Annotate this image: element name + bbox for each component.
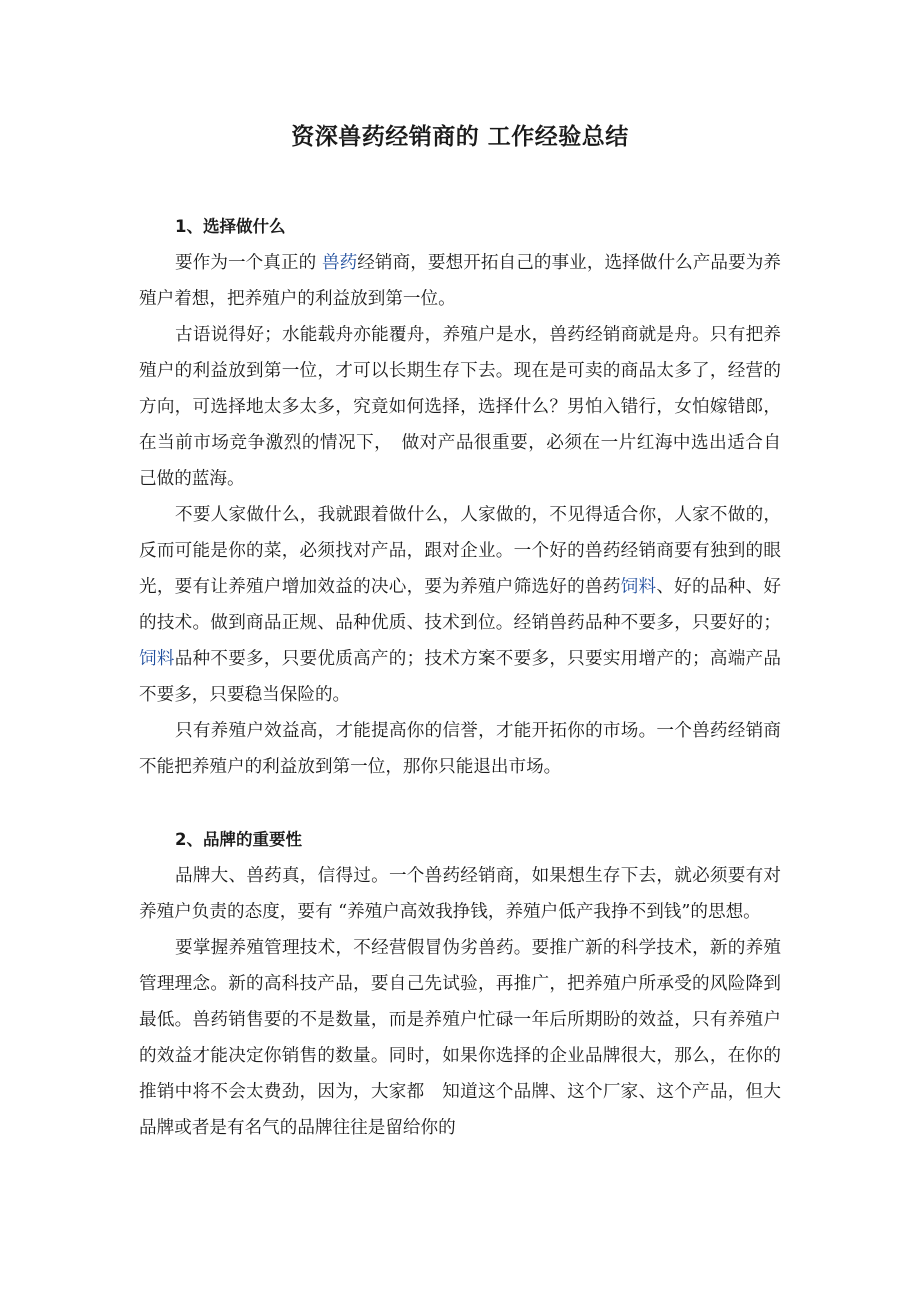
paragraph	[139, 858, 781, 930]
paragraph	[139, 317, 781, 497]
document-title: 资深兽药经销商的 工作经验总结	[291, 124, 629, 150]
paragraph-text: 品牌大、兽药真，信得过。一个兽药经销商，如果想生存下去，就必须要有对养殖户负责的态度，要有 “养殖户高效我挣钱，养殖户低产我挣不到钱”的思想。	[139, 866, 781, 922]
paragraph-text: 只有养殖户效益高，才能提高你的信誉，才能开拓你的市场。一个兽药经销商不能把养殖户的利益放到第一位，那你只能退出市场。	[139, 721, 781, 777]
paragraph	[139, 245, 781, 317]
paragraph-text: 古语说得好；水能载舟亦能覆舟，养殖户是水，兽药经销商就是舟。只有把养殖户的利益放到第一位，才可以长期生存下去。现在是可卖的商品太多了，经营的方向，可选择地太多太多，究竟如何选择，选择什么？男怕入错行，女怕嫁错郎，在当前市场竞争激烈的情况下， 做对产品很重要，必须在一片红海中选出适合自己做的蓝海。	[139, 325, 781, 489]
feed-link[interactable]: 饲料	[139, 649, 175, 669]
paragraph	[139, 713, 781, 785]
paragraph-text: 经销商，要想开拓自己的事业，选择做什么产品要为养殖户着想，把养殖户的利益放到第一位。	[139, 253, 781, 309]
section-choose-what-to-do	[139, 209, 781, 785]
section-heading: 2、品牌的重要性	[175, 830, 302, 849]
paragraph	[139, 930, 781, 1146]
paragraph-text: 品种不要多，只要优质高产的；技术方案不要多，只要实用增产的；高端产品不要多，只要稳当保险的。	[139, 649, 781, 705]
paragraph-text: 要作为一个真正的	[175, 253, 322, 273]
veterinary-drug-link[interactable]: 兽药	[321, 253, 358, 273]
paragraph-text: 、好的品种、好的技术。做到商品正规、品种优质、技术到位。经销兽药品种不要多，只要好的；	[139, 577, 781, 633]
paragraph	[139, 497, 781, 713]
paragraph-text: 不要人家做什么，我就跟着做什么，人家做的，不见得适合你，人家不做的，反而可能是你的菜，必须找对产品，跟对企业。一个好的兽药经销商要有独到的眼光，要有让养殖户增加效益的决心，要为养殖户筛选好的兽药	[139, 505, 781, 597]
paragraph-text: 要掌握养殖管理技术，不经营假冒伪劣兽药。要推广新的科学技术，新的养殖管理理念。新的高科技产品，要自己先试验，再推广，把养殖户所承受的风险降到最低。兽药销售要的不是数量，而是养殖户忙碌一年后所期盼的效益，只有养殖户的效益才能决定你销售的数量。同时，如果你选择的企业品牌很大，那么，在你的推销中将不会太费劲，因为，大家都 知道这个品牌、这个厂家、这个产品，但大品牌或者是有名气的品牌往往是留给你的	[139, 938, 781, 1138]
section-heading: 1、选择做什么	[175, 217, 286, 236]
feed-link[interactable]: 饲料	[620, 577, 657, 597]
section-brand-importance	[139, 822, 781, 1146]
